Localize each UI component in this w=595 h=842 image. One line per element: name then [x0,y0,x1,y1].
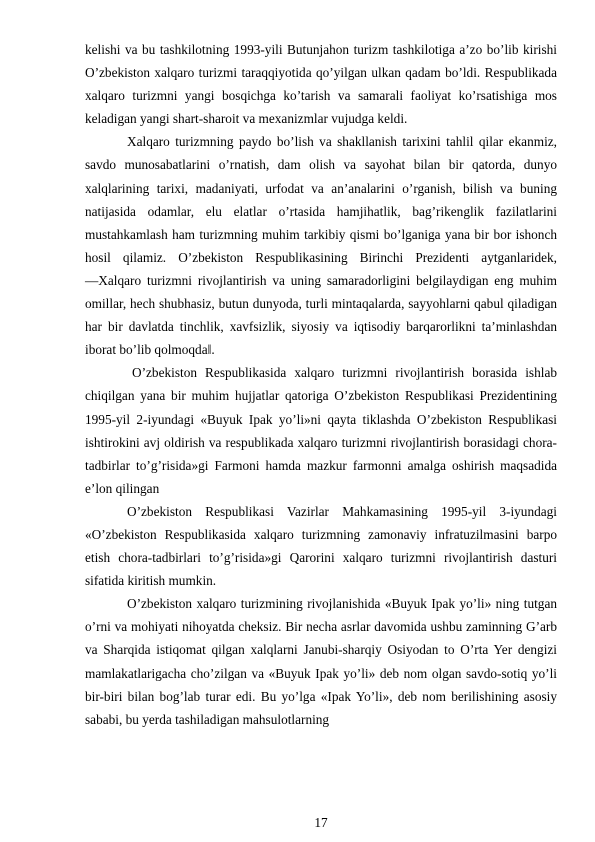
paragraph-1: kelishi va bu tashkilotning 1993-yili Butunjahon turizm tashkilotiga a’zo bo’lib kirishi O’zbekiston xalqaro turizmi taraqqiyotida qo’yilgan ulkan qadam bo’ldi. Respublikada xalqaro turizmni yangi bosqichga ko’tarish va samarali faoliyat ko’rsatishiga mos keladigan yangi shart-sharoit va mexanizmlar vujudga keldi. [85,42,557,127]
paragraph-4: O’zbekiston Respublikasi Vazirlar Mahkamasining 1995-yil 3-iyundagi «O’zbekiston Respublikasida xalqaro turizmning zamonaviy infratuzilmasini barpo etish chora-tadbirlari to’g’risida»gi Qarorini xalqaro turizmni rivojlantirish dasturi sifatida kiritish mumkin. [85,503,557,589]
page-number: 17 [314,815,328,830]
paragraph-3: O’zbekiston Respublikasida xalqaro turizmni rivojlantirish borasida ishlab chiqilgan yana bir muhim hujjatlar qatoriga O’zbekiston Respublikasi Prezidentining 1995-yil 2-iyundagi «Buyuk Ipak yo’li»ni qayta tiklashda O’zbekiston Respublikasi ishtirokini avj oldirish va respublikada xalqaro turizmni rivojlantirish borasidagi chora-tadbirlar to’g’risida»gi Farmoni hamda mazkur farmonni amalga oshirish maqsadida e’lon qilingan [85,365,557,496]
page-body [85,38,557,731]
paragraph-2: Xalqaro turizmning paydo bo’lish va shakllanish tarixini tahlil qilar ekanmiz, savdo munosabatlarini o’rnatish, dam olish va sayohat bilan bir qatorda, dunyo xalqlarining tarixi, madaniyati, urfodat va an’analarini o’rganish, bilish va buning natijasida odamlar, elu elatlar o’rtasida hamjihatlik, bag’rikenglik fazilatlarini mustahkamlash ham turizmning muhim tarkibiy qismi bo’lganiga yana bir bor ishonch hosil qilamiz. O’zbekiston Respublikasining Birinchi Prezidenti aytganlaridek, ―Xalqaro turizmni rivojlantirish va uning samaradorligini belgilaydigan eng muhim omillar, hech shubhasiz, butun dunyoda, turli mintaqalarda, sayyohlarni qabul qiladigan har bir davlatda tinchlik, xavfsizlik, siyosiy va iqtisodiy barqarorlikni ta’minlashdan iborat bo’lib qolmoqda‖. [85,134,557,358]
paragraph-5: O’zbekiston xalqaro turizmining rivojlanishida «Buyuk Ipak yo’li» ning tutgan o’rni va mohiyati nihoyatda cheksiz. Bir necha asrlar davomida ushbu zaminning G’arb va Sharqida istiqomat qilgan xalqlarni Janubi-sharqiy Osiyodan to O’rta Yer dengizi mamlakatlarigacha cho’zilgan va «Buyuk Ipak yo’li» deb nom olgan savdo-sotiq yo’li bir-biri bilan bog’lab turar edi. Bu yo’lga «Ipak Yo’li», deb nom berilishining asosiy sababi, bu yerda tashiladigan mahsulotlarning [85,596,557,727]
